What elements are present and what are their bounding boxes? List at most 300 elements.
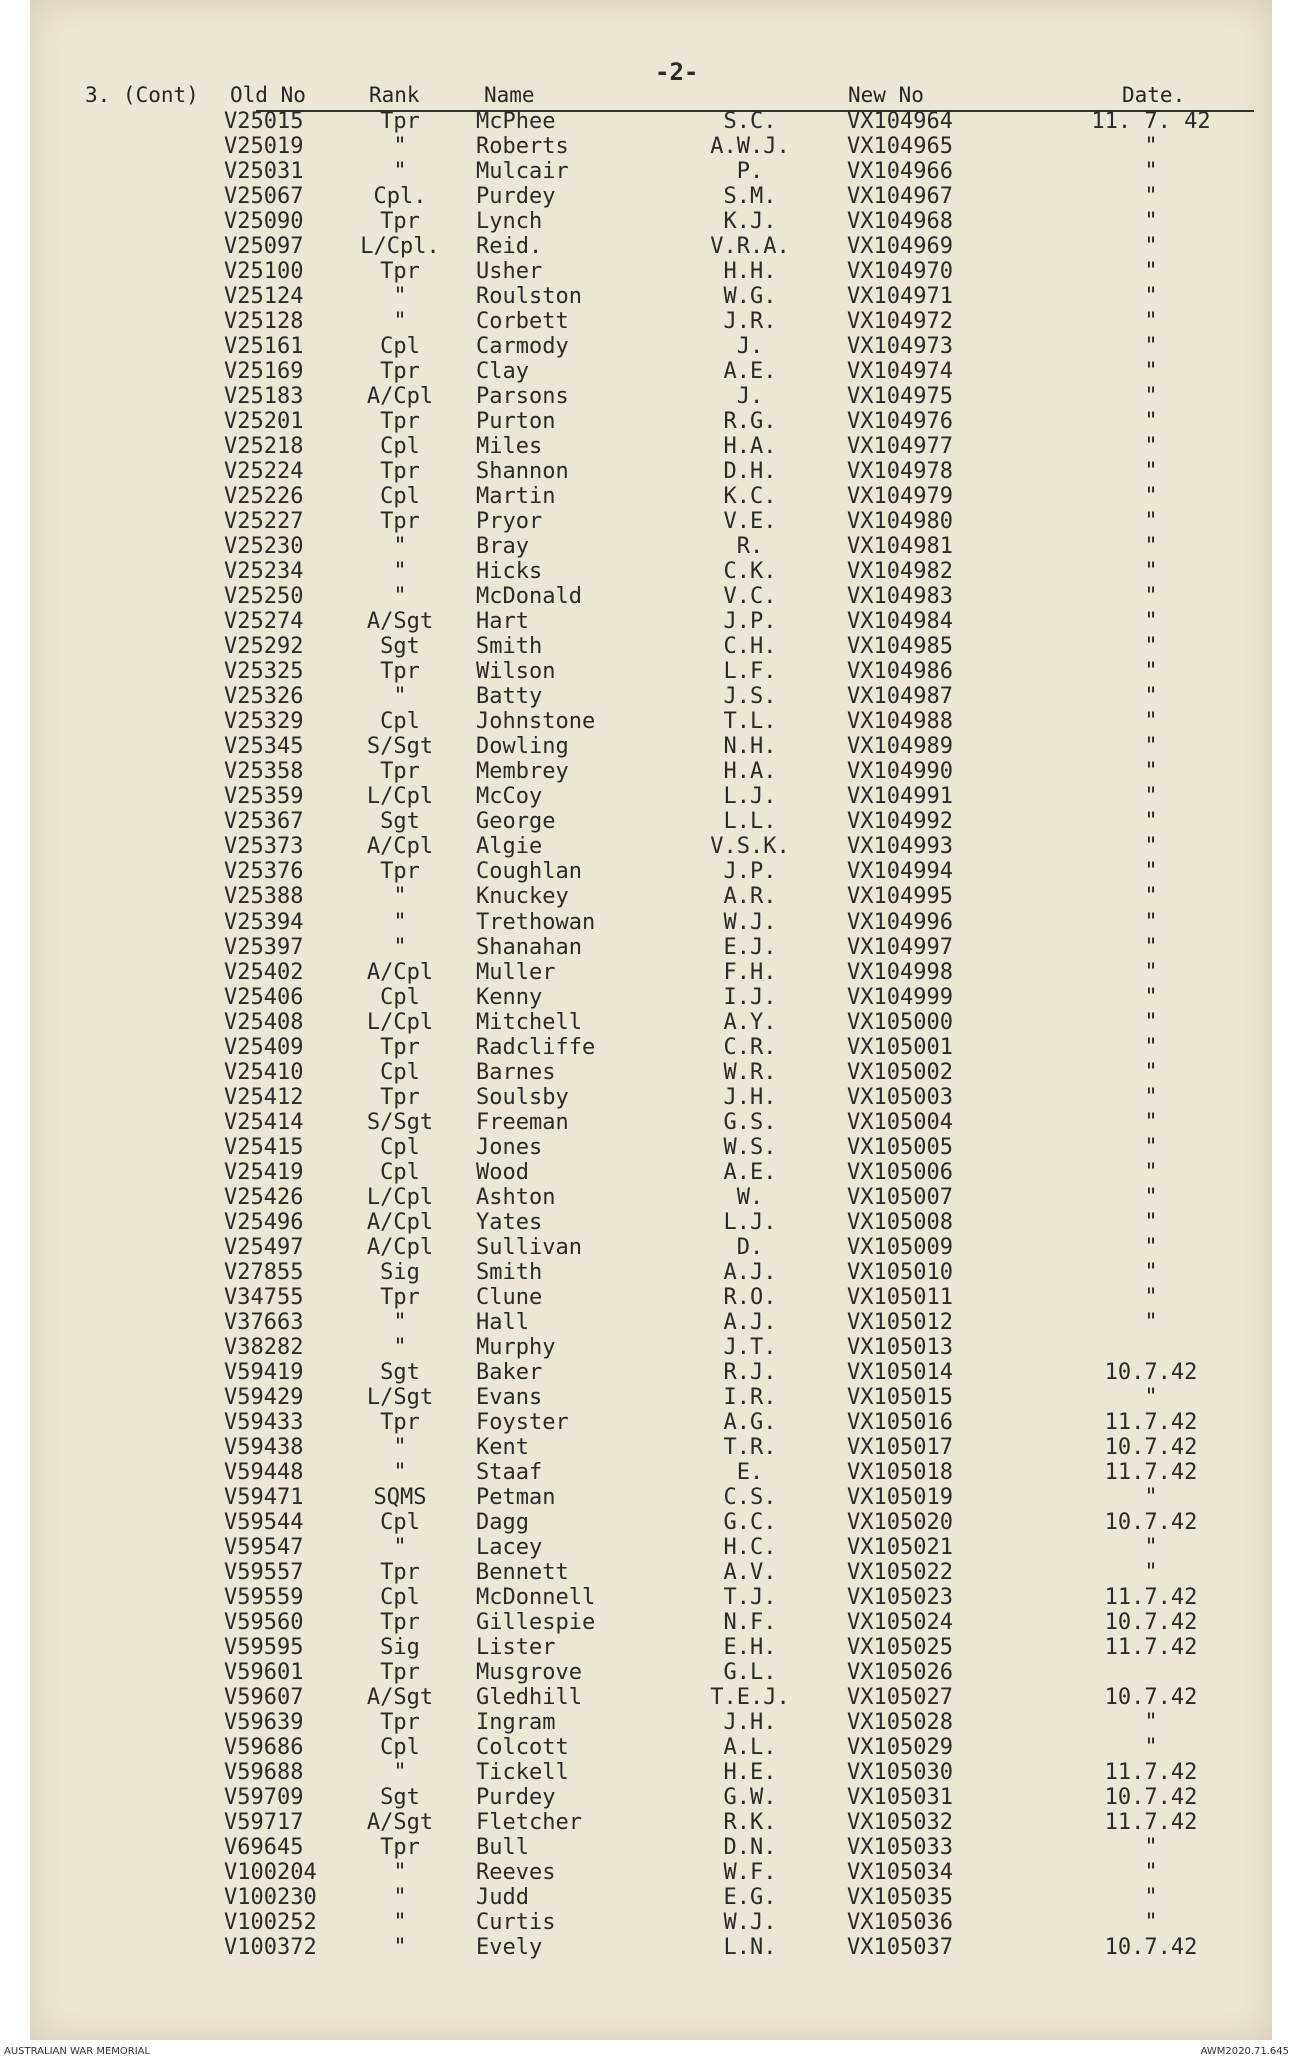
new-no-cell: VX104968 (847, 209, 953, 235)
date-cell: " (1144, 1034, 1158, 1060)
name-cell: Ingram (476, 1710, 556, 1735)
table-row (30, 284, 1272, 309)
date-cell: 11.7.42 (1104, 1760, 1198, 1786)
name-cell: Mitchell (476, 1009, 582, 1035)
name-cell: Hart (476, 609, 529, 635)
new-no-cell: VX105000 (847, 1009, 953, 1035)
old-no-cell: V25406 (224, 984, 304, 1010)
name-cell: Muller (476, 959, 556, 985)
new-no-cell: VX105012 (847, 1309, 953, 1335)
name-cell: Batty (476, 684, 543, 710)
name-cell: Tickell (476, 1760, 569, 1786)
new-no-cell: VX105035 (847, 1885, 953, 1911)
name-cell: Hall (476, 1309, 529, 1335)
table-row (30, 634, 1272, 659)
date-cell: " (1144, 1234, 1158, 1260)
new-no-cell: VX104985 (847, 634, 953, 660)
rank-cell: Cpl. (373, 184, 427, 210)
initials-cell: K.C. (723, 484, 777, 510)
rank-cell: Tpr (380, 1559, 420, 1585)
initials-cell: J.S. (723, 684, 777, 710)
name-cell: Mulcair (476, 159, 569, 185)
date-cell: " (1144, 284, 1158, 310)
rank-cell: A/Cpl (366, 384, 434, 410)
initials-cell: A.L. (723, 1735, 777, 1761)
rank-cell: S/Sgt (366, 1109, 434, 1135)
new-no-cell: VX105022 (847, 1559, 953, 1585)
date-cell: " (1144, 509, 1158, 535)
name-cell: Roberts (476, 134, 569, 160)
initials-cell: A.G. (723, 1409, 777, 1435)
new-no-cell: VX105037 (847, 1935, 953, 1961)
name-cell: Lister (476, 1634, 556, 1660)
header-name: Name (484, 83, 535, 107)
table-row (30, 359, 1272, 384)
initials-cell: C.H. (723, 634, 777, 660)
old-no-cell: V25100 (224, 259, 304, 285)
date-cell: 11.7.42 (1104, 1810, 1198, 1836)
table-row (30, 334, 1272, 359)
new-no-cell: VX104974 (847, 359, 953, 385)
name-cell: Reeves (476, 1860, 556, 1886)
date-cell: " (1144, 1084, 1158, 1110)
table-row (30, 859, 1272, 884)
date-cell: " (1144, 1009, 1158, 1035)
old-no-cell: V59709 (224, 1785, 304, 1811)
old-no-cell: V25019 (224, 134, 304, 160)
rank-cell: Tpr (380, 1659, 420, 1685)
table-row (30, 1335, 1272, 1360)
footer-right: AWM2020.71.645 (1200, 2046, 1289, 2057)
rank-cell: Tpr (380, 1084, 420, 1110)
name-cell: Barnes (476, 1059, 556, 1085)
old-no-cell: V25419 (224, 1159, 304, 1185)
old-no-cell: V25412 (224, 1084, 304, 1110)
date-cell: 10.7.42 (1104, 1935, 1198, 1961)
date-cell: " (1144, 1735, 1158, 1761)
date-cell: " (1144, 559, 1158, 585)
new-no-cell: VX104984 (847, 609, 953, 635)
name-cell: Clay (476, 359, 529, 385)
initials-cell: J.P. (723, 609, 777, 635)
name-cell: McPhee (476, 109, 556, 134)
date-cell: " (1144, 1384, 1158, 1410)
date-cell: 11.7.42 (1104, 1634, 1198, 1660)
rank-cell: Tpr (380, 109, 420, 134)
initials-cell: A.J. (723, 1259, 777, 1285)
date-cell: " (1144, 734, 1158, 760)
rank-cell: Cpl (380, 709, 420, 735)
table-row (30, 559, 1272, 584)
new-no-cell: VX105034 (847, 1860, 953, 1886)
rank-cell: Sgt (380, 634, 420, 660)
initials-cell: J. (736, 334, 764, 360)
initials-cell: L.J. (723, 1209, 777, 1235)
new-no-cell: VX105028 (847, 1710, 953, 1735)
date-cell: " (1144, 534, 1158, 560)
table-row (30, 1785, 1272, 1810)
name-cell: Kent (476, 1434, 529, 1460)
rank-cell: Tpr (380, 659, 420, 685)
document-page (30, 0, 1272, 2040)
new-no-cell: VX104969 (847, 234, 953, 260)
table-row (30, 1910, 1272, 1935)
table-row (30, 309, 1272, 334)
header-new-no: New No (848, 83, 924, 107)
rank-cell: Cpl (380, 334, 420, 360)
date-cell: " (1144, 209, 1158, 235)
date-cell: 11.7.42 (1104, 1459, 1198, 1485)
date-cell: " (1144, 234, 1158, 260)
new-no-cell: VX105024 (847, 1609, 953, 1635)
date-cell: " (1144, 1134, 1158, 1160)
initials-cell: V.C. (723, 584, 777, 610)
name-cell: Pryor (476, 509, 543, 535)
old-no-cell: V25015 (224, 109, 304, 134)
new-no-cell: VX105025 (847, 1634, 953, 1660)
table-row (30, 584, 1272, 609)
new-no-cell: VX105030 (847, 1760, 953, 1786)
name-cell: Lacey (476, 1534, 543, 1560)
old-no-cell: V25274 (224, 609, 304, 635)
new-no-cell: VX104997 (847, 934, 953, 960)
old-no-cell: V100252 (224, 1910, 317, 1936)
old-no-cell: V59639 (224, 1710, 304, 1735)
old-no-cell: V59471 (224, 1484, 304, 1510)
old-no-cell: V25329 (224, 709, 304, 735)
initials-cell: V.R.A. (710, 234, 790, 260)
rank-cell: " (393, 309, 407, 335)
table-row (30, 1810, 1272, 1835)
old-no-cell: V25124 (224, 284, 304, 310)
rank-cell: " (393, 1309, 407, 1335)
table-row (30, 1110, 1272, 1135)
new-no-cell: VX105023 (847, 1584, 953, 1610)
new-no-cell: VX105017 (847, 1434, 953, 1460)
date-cell: " (1144, 1109, 1158, 1135)
name-cell: Evans (476, 1384, 543, 1410)
new-no-cell: VX104990 (847, 759, 953, 785)
table-row (30, 759, 1272, 784)
table-row (30, 159, 1272, 184)
initials-cell: R.G. (723, 409, 777, 435)
table-row (30, 134, 1272, 159)
old-no-cell: V25226 (224, 484, 304, 510)
initials-cell: C.R. (723, 1034, 777, 1060)
section-label: 3. (Cont) (85, 83, 199, 107)
table-row (30, 1735, 1272, 1760)
rank-cell: " (393, 1534, 407, 1560)
name-cell: Wilson (476, 659, 556, 685)
table-row (30, 1610, 1272, 1635)
initials-cell: A.J. (723, 1309, 777, 1335)
name-cell: Soulsby (476, 1084, 569, 1110)
name-cell: Evely (476, 1935, 543, 1961)
old-no-cell: V25373 (224, 834, 304, 860)
table-row (30, 1410, 1272, 1435)
initials-cell: H.E. (723, 1760, 777, 1786)
old-no-cell: V25408 (224, 1009, 304, 1035)
initials-cell: T.L. (723, 709, 777, 735)
rank-cell: " (393, 884, 407, 910)
name-cell: Usher (476, 259, 543, 285)
initials-cell: J. (736, 384, 764, 410)
old-no-cell: V25402 (224, 959, 304, 985)
new-no-cell: VX104986 (847, 659, 953, 685)
name-cell: Musgrove (476, 1659, 582, 1685)
date-cell: 10.7.42 (1104, 1509, 1198, 1535)
old-no-cell: V25183 (224, 384, 304, 410)
initials-cell: G.C. (723, 1509, 777, 1535)
initials-cell: W.R. (723, 1059, 777, 1085)
initials-cell: J.R. (723, 309, 777, 335)
table-row (30, 684, 1272, 709)
table-row (30, 960, 1272, 985)
new-no-cell: VX104993 (847, 834, 953, 860)
rank-cell: Cpl (380, 484, 420, 510)
initials-cell: E.G. (723, 1885, 777, 1911)
date-cell: " (1144, 1559, 1158, 1585)
old-no-cell: V25218 (224, 434, 304, 460)
initials-cell: V.S.K. (710, 834, 790, 860)
name-cell: Purton (476, 409, 556, 435)
name-cell: McCoy (476, 784, 543, 810)
initials-cell: A.W.J. (710, 134, 790, 160)
rank-cell: " (393, 1760, 407, 1786)
name-cell: Freeman (476, 1109, 569, 1135)
date-cell: " (1144, 1259, 1158, 1285)
date-cell: " (1144, 934, 1158, 960)
rank-cell: " (393, 1334, 407, 1360)
name-cell: Baker (476, 1359, 543, 1385)
old-no-cell: V34755 (224, 1284, 304, 1310)
initials-cell: C.S. (723, 1484, 777, 1510)
table-row (30, 1585, 1272, 1610)
initials-cell: V.E. (723, 509, 777, 535)
name-cell: Gillespie (476, 1609, 596, 1635)
rank-cell: A/Sgt (366, 1684, 434, 1710)
old-no-cell: V25230 (224, 534, 304, 560)
table-row (30, 1685, 1272, 1710)
rank-cell: " (393, 1434, 407, 1460)
initials-cell: C.K. (723, 559, 777, 585)
name-cell: Kenny (476, 984, 543, 1010)
rank-cell: Tpr (380, 259, 420, 285)
new-no-cell: VX104970 (847, 259, 953, 285)
old-no-cell: V25169 (224, 359, 304, 385)
name-cell: Murphy (476, 1334, 556, 1360)
old-no-cell: V59607 (224, 1684, 304, 1710)
old-no-cell: V25410 (224, 1059, 304, 1085)
table-row (30, 1310, 1272, 1335)
name-cell: Smith (476, 634, 543, 660)
rank-cell: Cpl (380, 1584, 420, 1610)
old-no-cell: V59547 (224, 1534, 304, 1560)
initials-cell: D. (736, 1234, 764, 1260)
rank-cell: " (393, 684, 407, 710)
rank-cell: Cpl (380, 984, 420, 1010)
initials-cell: G.L. (723, 1659, 777, 1685)
table-row (30, 1760, 1272, 1785)
initials-cell: I.J. (723, 984, 777, 1010)
date-cell: 10.7.42 (1104, 1359, 1198, 1385)
new-no-cell: VX104967 (847, 184, 953, 210)
initials-cell: R. (736, 534, 764, 560)
rank-cell: A/Cpl (366, 959, 434, 985)
old-no-cell: V100230 (224, 1885, 317, 1911)
date-cell: " (1144, 1484, 1158, 1510)
rank-cell: A/Sgt (366, 609, 434, 635)
initials-cell: W.S. (723, 1134, 777, 1160)
new-no-cell: VX104980 (847, 509, 953, 535)
initials-cell: R.J. (723, 1359, 777, 1385)
old-no-cell: V59717 (224, 1810, 304, 1836)
table-row (30, 734, 1272, 759)
table-row (30, 1535, 1272, 1560)
old-no-cell: V25394 (224, 909, 304, 935)
new-no-cell: VX105027 (847, 1684, 953, 1710)
table-row (30, 1385, 1272, 1410)
table-row (30, 1885, 1272, 1910)
date-cell: " (1144, 634, 1158, 660)
initials-cell: N.H. (723, 734, 777, 760)
table-row (30, 1260, 1272, 1285)
name-cell: Colcott (476, 1735, 569, 1761)
initials-cell: G.S. (723, 1109, 777, 1135)
name-cell: Dowling (476, 734, 569, 760)
new-no-cell: VX104965 (847, 134, 953, 160)
table-row (30, 1485, 1272, 1510)
new-no-cell: VX105029 (847, 1735, 953, 1761)
old-no-cell: V59433 (224, 1409, 304, 1435)
name-cell: Gledhill (476, 1684, 582, 1710)
date-cell: " (1144, 609, 1158, 635)
rank-cell: " (393, 1860, 407, 1886)
old-no-cell: V25397 (224, 934, 304, 960)
table-row (30, 834, 1272, 859)
name-cell: McDonald (476, 584, 582, 610)
rank-cell: " (393, 1910, 407, 1936)
initials-cell: R.K. (723, 1810, 777, 1836)
old-no-cell: V25325 (224, 659, 304, 685)
name-cell: Judd (476, 1885, 529, 1911)
initials-cell: W.J. (723, 909, 777, 935)
table-row (30, 234, 1272, 259)
rank-cell: L/Cpl (366, 1009, 434, 1035)
new-no-cell: VX104991 (847, 784, 953, 810)
old-no-cell: V25409 (224, 1034, 304, 1060)
rank-cell: " (393, 1935, 407, 1961)
table-row (30, 935, 1272, 960)
date-cell: " (1144, 984, 1158, 1010)
table-row (30, 609, 1272, 634)
new-no-cell: VX104988 (847, 709, 953, 735)
table-row (30, 1835, 1272, 1860)
table-row (30, 1460, 1272, 1485)
old-no-cell: V25090 (224, 209, 304, 235)
old-no-cell: V25414 (224, 1109, 304, 1135)
rank-cell: Sgt (380, 1359, 420, 1385)
initials-cell: E.H. (723, 1634, 777, 1660)
date-cell: " (1144, 459, 1158, 485)
initials-cell: A.E. (723, 1159, 777, 1185)
date-cell: " (1144, 484, 1158, 510)
new-no-cell: VX104981 (847, 534, 953, 560)
date-cell: " (1144, 1860, 1158, 1886)
date-cell: " (1144, 1885, 1158, 1911)
date-cell: " (1144, 259, 1158, 285)
new-no-cell: VX104976 (847, 409, 953, 435)
table-row (30, 1635, 1272, 1660)
old-no-cell: V59560 (224, 1609, 304, 1635)
initials-cell: L.F. (723, 659, 777, 685)
rank-cell: " (393, 534, 407, 560)
old-no-cell: V25161 (224, 334, 304, 360)
rank-cell: " (393, 1885, 407, 1911)
new-no-cell: VX105036 (847, 1910, 953, 1936)
table-row (30, 1235, 1272, 1260)
name-cell: Purdey (476, 1785, 556, 1811)
old-no-cell: V25388 (224, 884, 304, 910)
name-cell: Algie (476, 834, 543, 860)
new-no-cell: VX104979 (847, 484, 953, 510)
new-no-cell: VX104966 (847, 159, 953, 185)
old-no-cell: V25345 (224, 734, 304, 760)
rank-cell: Cpl (380, 1059, 420, 1085)
new-no-cell: VX104983 (847, 584, 953, 610)
table-row (30, 1560, 1272, 1585)
old-no-cell: V25359 (224, 784, 304, 810)
new-no-cell: VX105018 (847, 1459, 953, 1485)
new-no-cell: VX105007 (847, 1184, 953, 1210)
table-row (30, 1160, 1272, 1185)
rank-cell: Tpr (380, 509, 420, 535)
date-cell: " (1144, 134, 1158, 160)
initials-cell: G.W. (723, 1785, 777, 1811)
initials-cell: H.A. (723, 434, 777, 460)
new-no-cell: VX105006 (847, 1159, 953, 1185)
name-cell: Shanahan (476, 934, 582, 960)
table-row (30, 209, 1272, 234)
date-cell: " (1144, 884, 1158, 910)
date-cell: " (1144, 1910, 1158, 1936)
rank-cell: A/Cpl (366, 1234, 434, 1260)
new-no-cell: VX104996 (847, 909, 953, 935)
new-no-cell: VX105011 (847, 1284, 953, 1310)
table-row (30, 1035, 1272, 1060)
rank-cell: Tpr (380, 1835, 420, 1861)
rank-cell: Cpl (380, 1134, 420, 1160)
initials-cell: N.F. (723, 1609, 777, 1635)
name-cell: Trethowan (476, 909, 596, 935)
new-no-cell: VX104964 (847, 109, 953, 134)
rank-cell: Tpr (380, 359, 420, 385)
new-no-cell: VX105013 (847, 1334, 953, 1360)
old-no-cell: V25326 (224, 684, 304, 710)
new-no-cell: VX105014 (847, 1359, 953, 1385)
new-no-cell: VX105005 (847, 1134, 953, 1160)
table-row (30, 985, 1272, 1010)
new-no-cell: VX104978 (847, 459, 953, 485)
initials-cell: D.H. (723, 459, 777, 485)
name-cell: Fletcher (476, 1810, 582, 1836)
old-no-cell: V25426 (224, 1184, 304, 1210)
old-no-cell: V25067 (224, 184, 304, 210)
new-no-cell: VX105009 (847, 1234, 953, 1260)
initials-cell: A.R. (723, 884, 777, 910)
name-cell: Clune (476, 1284, 543, 1310)
old-no-cell: V25224 (224, 459, 304, 485)
